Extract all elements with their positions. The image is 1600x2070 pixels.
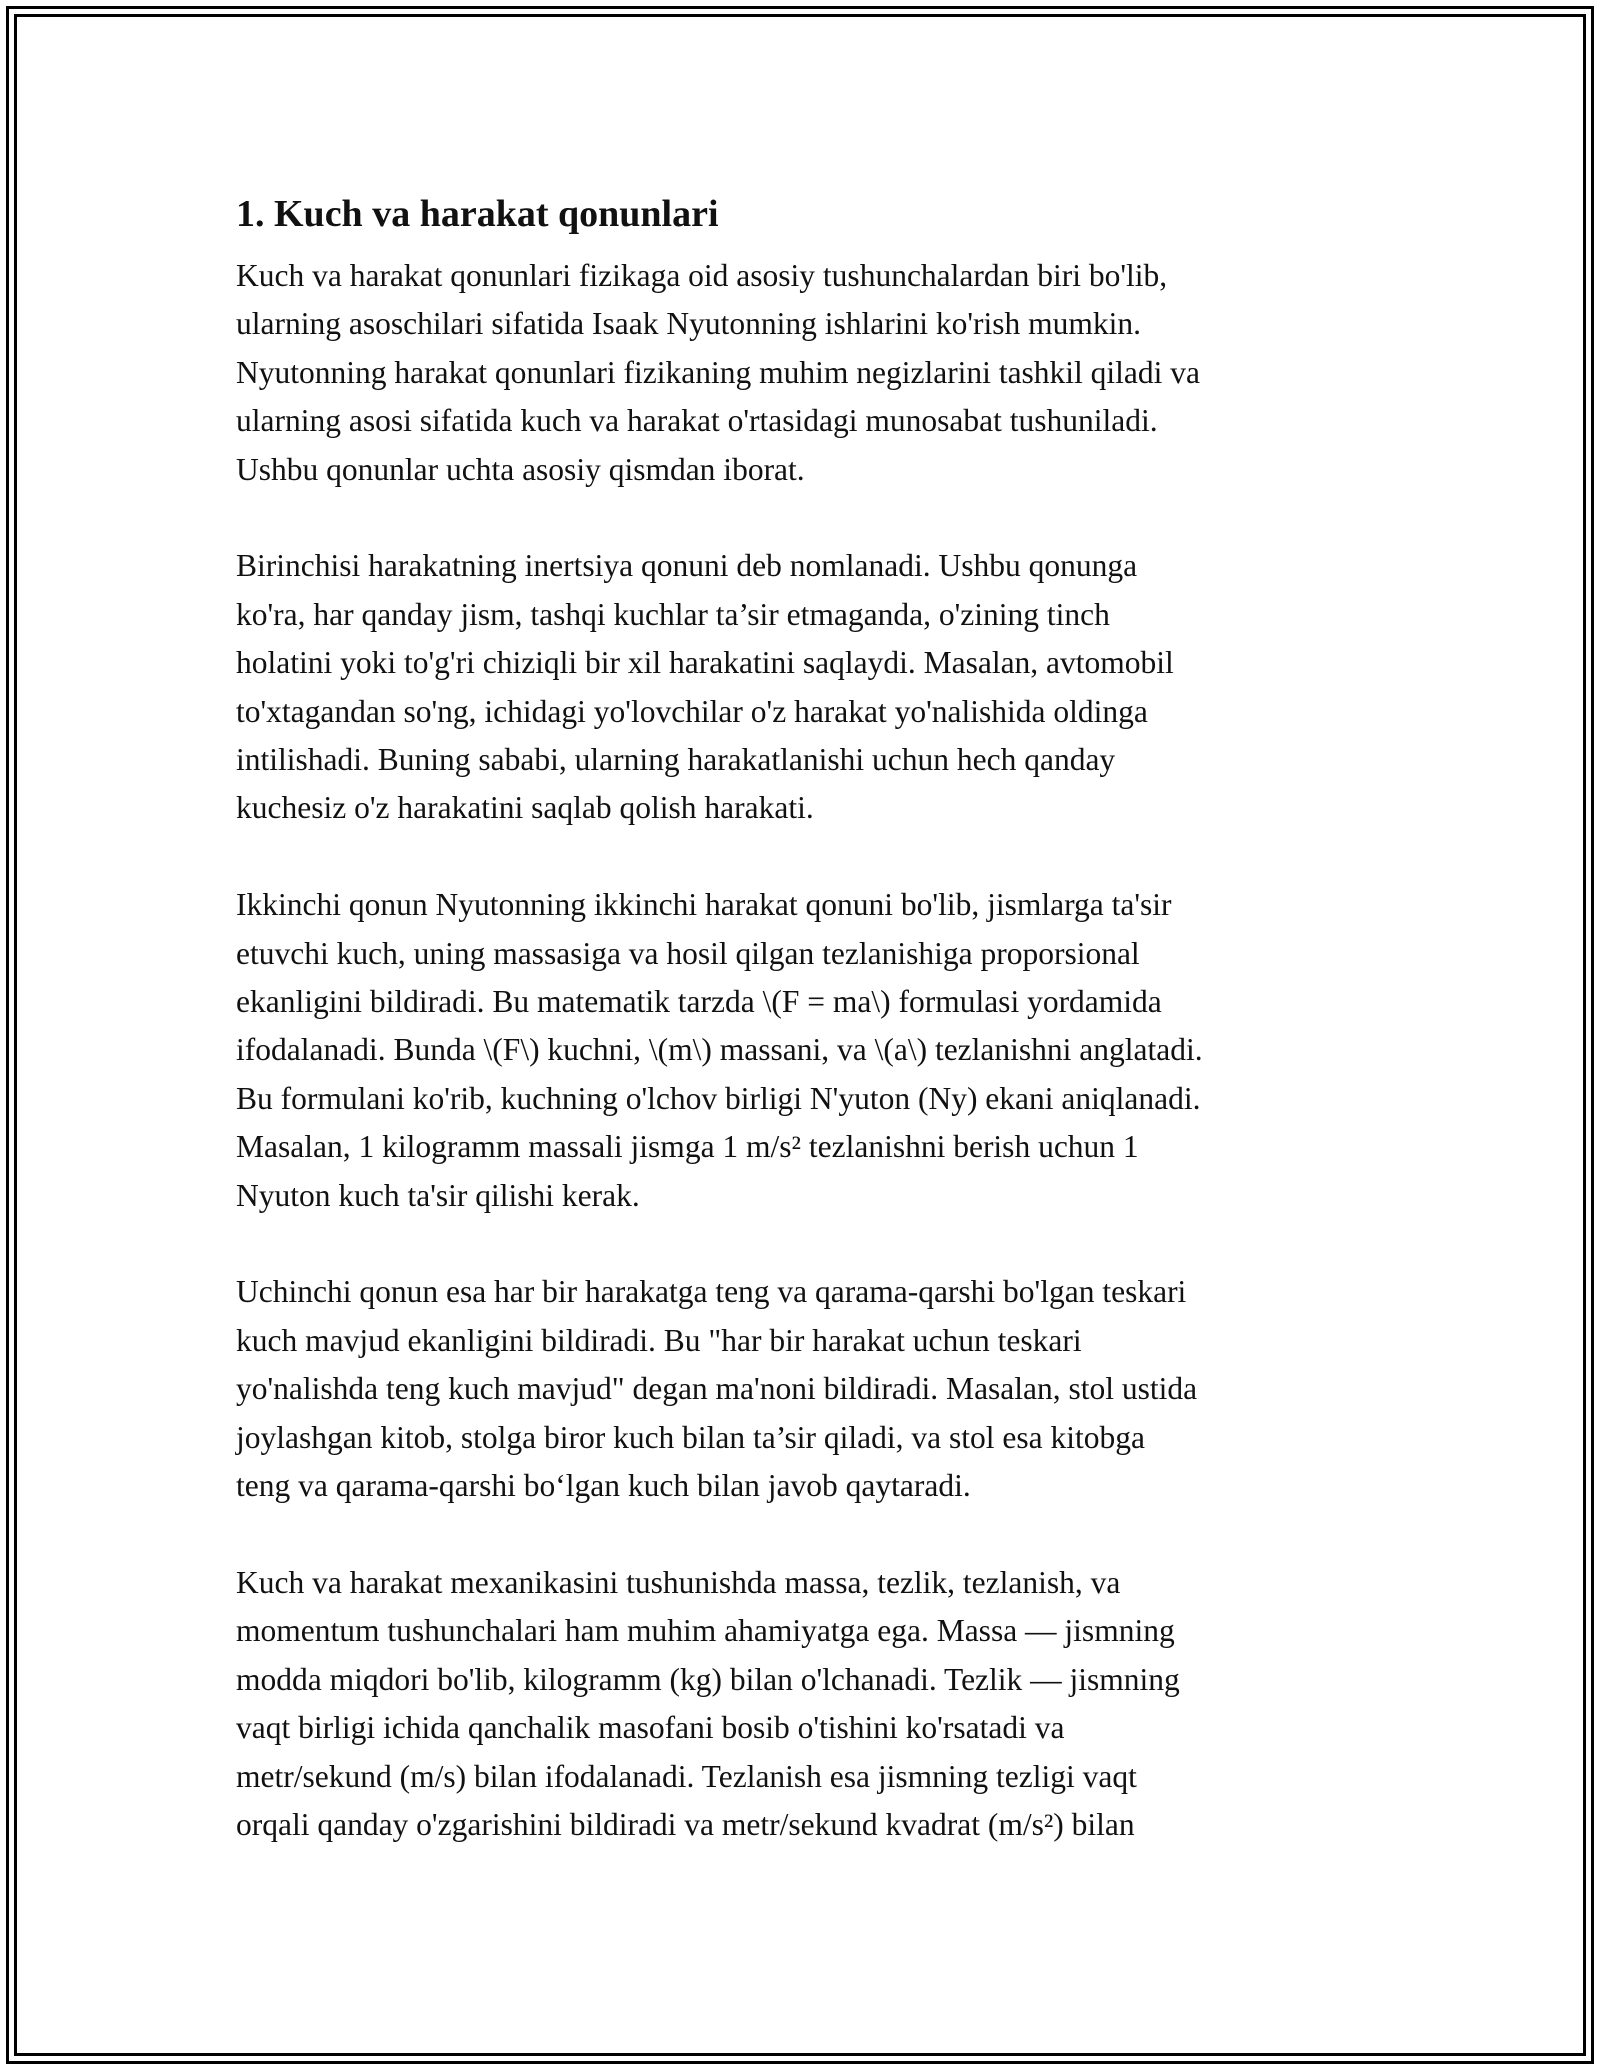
- paragraph-intro: Kuch va harakat qonunlari fizikaga oid asosiy tushunchalardan biri bo'lib, ularning asoschilari sifatida Isaak Nyutonning ishlarini ko'rish mumkin. Nyutonning harakat qonunlari fizikaning muhim negizlarini tashkil qiladi va ularning asosi sifatida kuch va harakat o'rtasidagi munosabat tushuniladi. Ushbu qonunlar uchta asosiy qismdan iborat.: [236, 258, 1201, 487]
- section-heading: 1. Kuch va harakat qonunlari: [236, 193, 719, 235]
- paragraph-second-law: Ikkinchi qonun Nyutonning ikkinchi harakat qonuni bo'lib, jismlarga ta'sir etuvchi kuch, uning massasiga va hosil qilgan tezlanishiga proporsional ekanligini bildiradi. Bu matematik tarzda \(F = ma\) formulasi yordamida ifodalanadi. Bunda \(F\) kuchni, \(m\) massani, va \(a\) tezlanishni anglatadi. Bu formulani ko'rib, kuchning o'lchov birligi N'yuton (Ny) ekani aniqlanadi. Masalan, 1 kilogramm massali jismga 1 m/s² tezlanishni berish uchun 1 Nyuton kuch ta'sir qilishi kerak.: [236, 887, 1203, 1213]
- document-body: [236, 184, 1376, 1898]
- paragraph-third-law: Uchinchi qonun esa har bir harakatga teng va qarama-qarshi bo'lgan teskari kuch mavjud ekanligini bildiradi. Bu "har bir harakat uchun teskari yo'nalishda teng kuch mavjud" degan ma'noni bildiradi. Masalan, stol ustida joylashgan kitob, stolga biror kuch bilan ta’sir qiladi, va stol esa kitobga teng va qarama-qarshi bo‘lgan kuch bilan javob qaytaradi.: [236, 1274, 1198, 1504]
- paragraph-first-law: Birinchisi harakatning inertsiya qonuni deb nomlanadi. Ushbu qonunga ko'ra, har qanday jism, tashqi kuchlar ta’sir etmaganda, o'zining tinch holatini yoki to'g'ri chiziqli bir xil harakatini saqlaydi. Masalan, avtomobil to'xtagandan so'ng, ichidagi yo'lovchilar o'z harakat yo'nalishida oldinga intilishadi. Buning sababi, ularning harakatlanishi uchun hech qanday kuchesiz o'z harakatini saqlab qolish harakati.: [236, 548, 1174, 826]
- paragraph-mechanics-concepts: Kuch va harakat mexanikasini tushunishda massa, tezlik, tezlanish, va momentum tushunchalari ham muhim ahamiyatga ega. Massa — jismning modda miqdori bo'lib, kilogramm (kg) bilan o'lchanadi. Tezlik — jismning vaqt birligi ichida qanchalik masofani bosib o'tishini ko'rsatadi va metr/sekund (m/s) bilan ifodalanadi. Tezlanish esa jismning tezligi vaqt orqali qanday o'zgarishini bildiradi va metr/sekund kvadrat (m/s²) bilan: [236, 1564, 1180, 1842]
